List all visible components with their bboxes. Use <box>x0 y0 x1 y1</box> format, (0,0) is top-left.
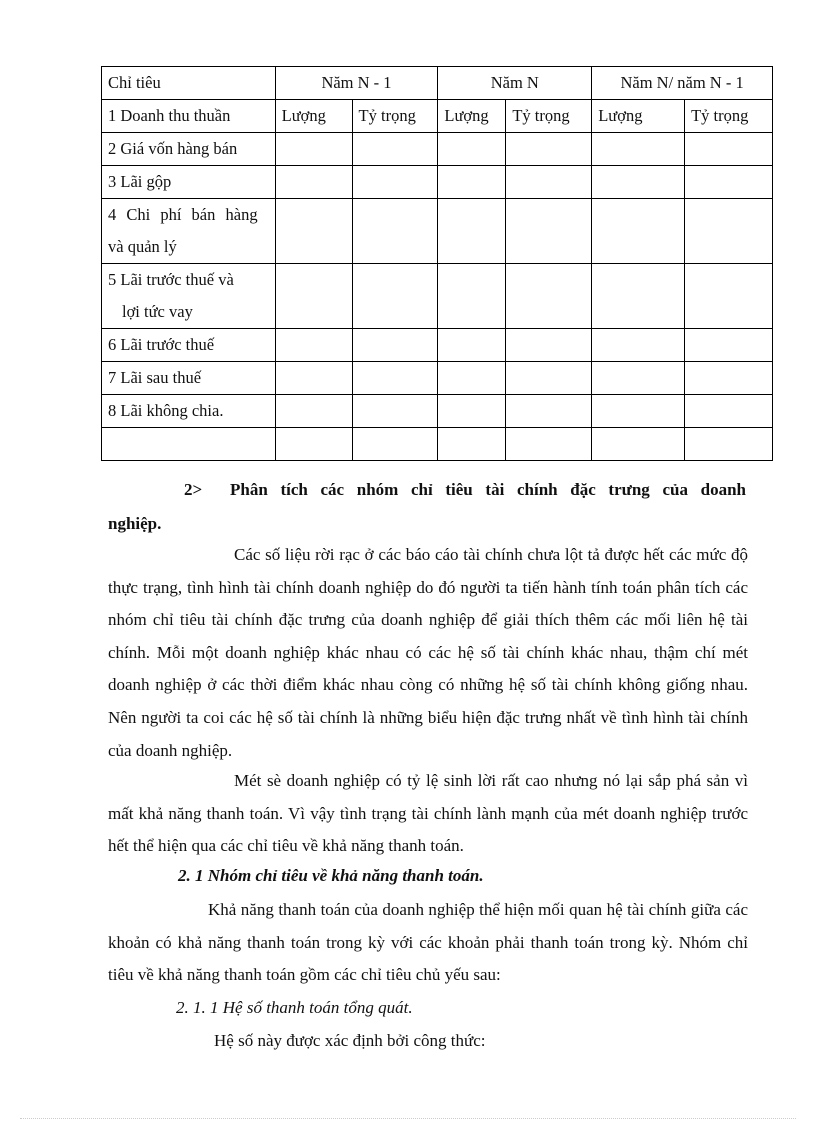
financial-table <box>101 66 773 461</box>
sub-subsection-title: 2. 1. 1 Hệ số thanh toán tổng quát. <box>176 998 413 1017</box>
table-row <box>102 133 773 166</box>
header-year-current: Năm N <box>438 67 592 100</box>
header-year-ratio: Năm N/ năm N - 1 <box>592 67 773 100</box>
page-edge-divider <box>20 1118 796 1119</box>
row-label-line: lợi tức vay <box>122 302 193 321</box>
row-label-line: 5 Lãi trước thuế và <box>108 270 234 289</box>
subheader-cell: Lượng <box>592 100 685 133</box>
row-label: 1 Doanh thu thuần <box>102 100 276 133</box>
subheader-cell: Tỷ trọng <box>352 100 438 133</box>
heading-line-2: nghiệp. <box>108 514 162 533</box>
header-indicator: Chỉ tiêu <box>102 67 276 100</box>
table-row <box>102 329 773 362</box>
table-header-row <box>102 67 773 100</box>
table-row <box>102 428 773 461</box>
table-row <box>102 100 773 133</box>
row-label-line: và quản lý <box>108 237 177 256</box>
row-label: 8 Lãi không chia. <box>102 395 276 428</box>
formula-intro: Hệ số này được xác định bởi công thức: <box>214 1031 486 1050</box>
subheader-cell: Tỷ trọng <box>685 100 773 133</box>
subheader-cell: Lượng <box>275 100 352 133</box>
table-row <box>102 395 773 428</box>
heading-number: 2> <box>184 480 203 499</box>
paragraph-1: Các số liệu rời rạc ở các báo cáo tài chính chưa lột tả được hết các mức độ thực trạng, tình hình tài chính doanh nghiệp do đó người ta tiến hành tính toán phân tích các nhóm chỉ tiêu tài chính đặc trưng của doanh nghiệp để giải thích thêm các mối liên hệ tài chính. Mỗi một doanh nghiệp khác nhau có các hệ số tài chính khác nhau, thậm chí mét doanh nghiệp ở các thời điểm khác nhau còng có những hệ số tài chính không giống nhau. Nên người ta coi các hệ số tài chính là những biểu hiện đặc trưng nhất về tình hình tài chính của doanh nghiệp. <box>108 545 748 760</box>
header-year-prev: Năm N - 1 <box>275 67 438 100</box>
section-paragraph: Khả năng thanh toán của doanh nghiệp thể hiện mối quan hệ tài chính giữa các khoản có khả năng thanh toán trong kỳ với các khoản phải thanh toán trong kỳ. Nhóm chỉ tiêu về khả năng thanh toán gồm các chỉ tiêu chủ yếu sau: <box>108 900 748 985</box>
row-label <box>102 199 276 264</box>
paragraph-2: Mét sè doanh nghiệp có tỷ lệ sinh lời rất cao nhưng nó lại sắp phá sản vì mất khả năng thanh toán. Vì vậy tình trạng tài chính lành mạnh của mét doanh nghiệp trước hết thể hiện qua các chỉ tiêu về khả năng thanh toán. <box>108 771 748 856</box>
row-label <box>102 264 276 329</box>
row-label: 7 Lãi sau thuế <box>102 362 276 395</box>
row-label: 3 Lãi gộp <box>102 166 276 199</box>
subsection-title: 2. 1 Nhóm chỉ tiêu về khả năng thanh toán. <box>178 866 484 885</box>
row-label: 6 Lãi trước thuế <box>102 329 276 362</box>
subheader-cell: Lượng <box>438 100 506 133</box>
table-row <box>102 166 773 199</box>
row-label: 2 Giá vốn hàng bán <box>102 133 276 166</box>
row-label-line: 4 Chi phí bán hàng <box>108 205 258 224</box>
table-row <box>102 199 773 264</box>
table-row <box>102 264 773 329</box>
table-row <box>102 362 773 395</box>
subheader-cell: Tỷ trọng <box>506 100 592 133</box>
heading-line-1: Phân tích các nhóm chỉ tiêu tài chính đặc trưng của doanh <box>230 480 746 499</box>
